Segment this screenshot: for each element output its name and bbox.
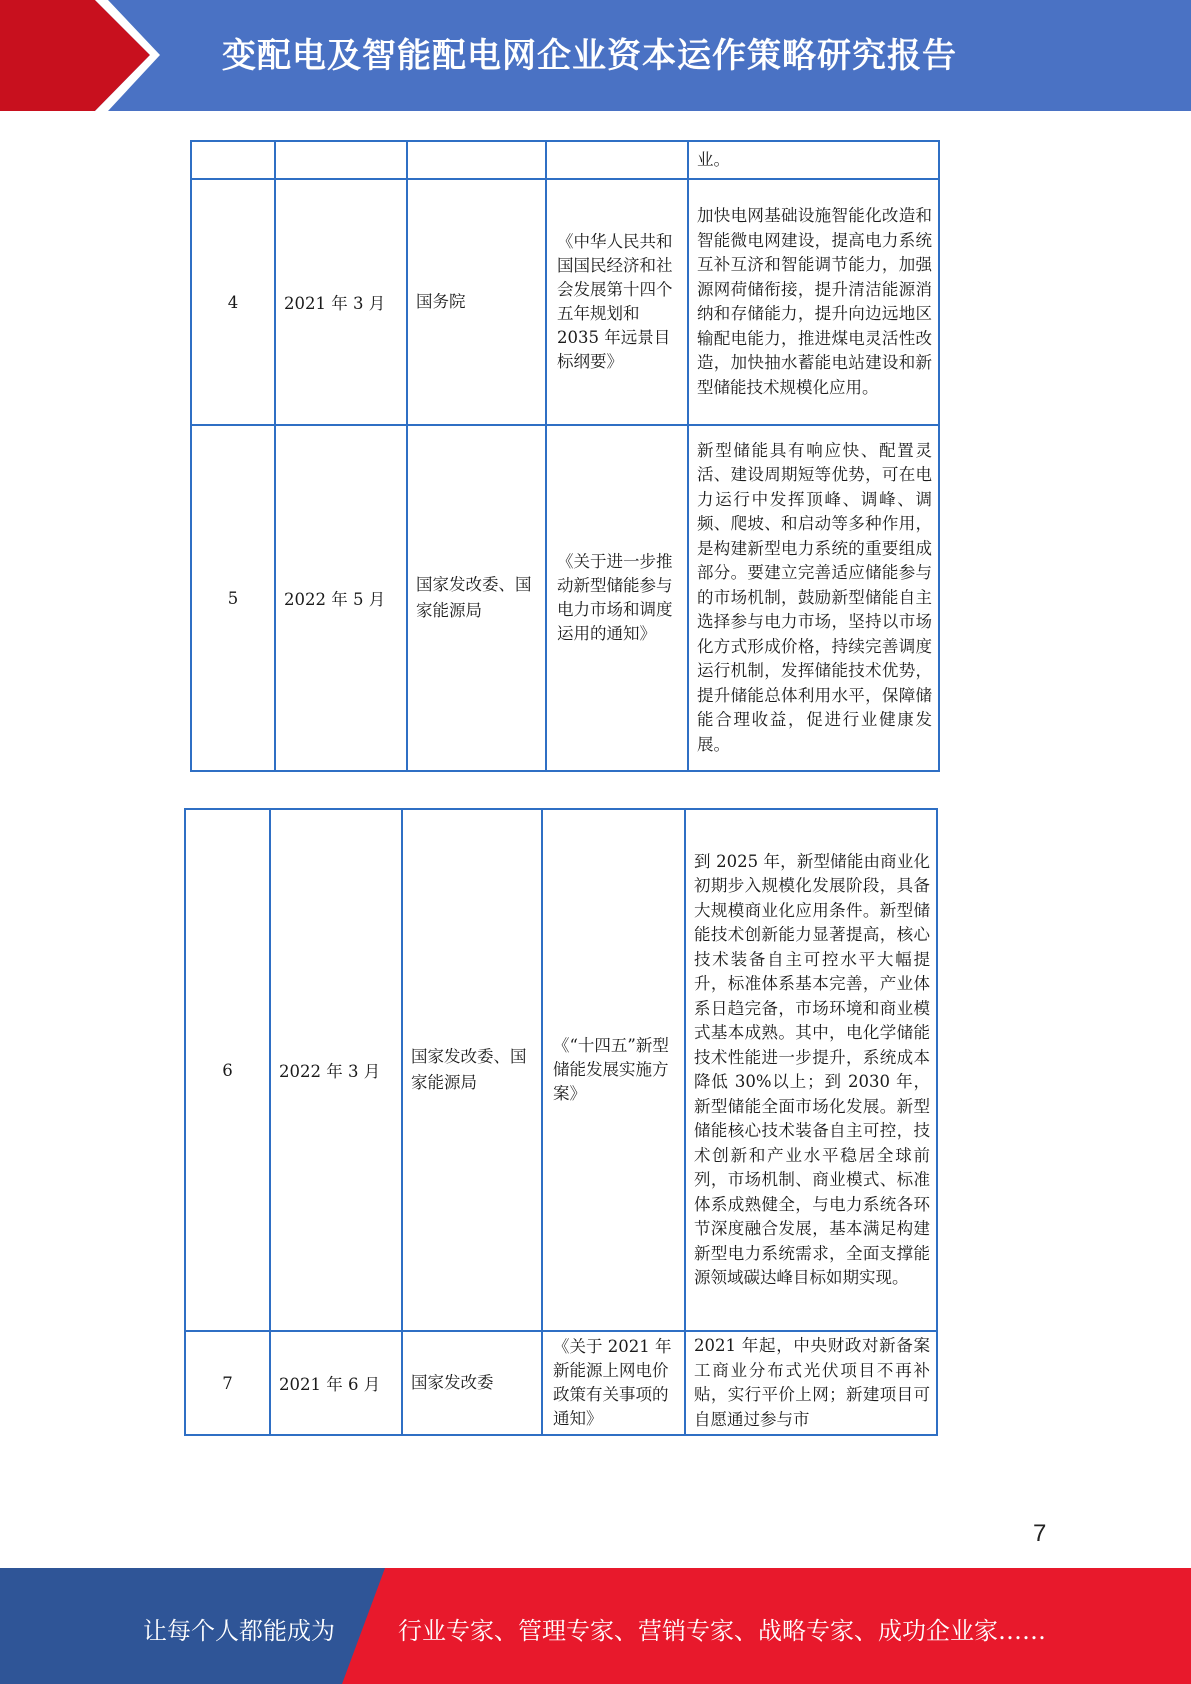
- cell-no: 7: [185, 1331, 270, 1435]
- policy-table-bottom: [184, 808, 938, 1436]
- cell-no: 4: [191, 179, 275, 425]
- cell-date: 2022 年 5 月: [275, 425, 407, 771]
- cell-date: 2021 年 6 月: [270, 1331, 402, 1435]
- cell-date: 2021 年 3 月: [275, 179, 407, 425]
- cell-department: 国家发改委、国家能源局: [407, 425, 546, 771]
- footer-slogan-right: 行业专家、管理专家、营销专家、战略专家、成功企业家……: [398, 1617, 1046, 1645]
- page-number: 7: [1033, 1520, 1047, 1547]
- table-row: [191, 141, 939, 179]
- table-row: [191, 425, 939, 771]
- policy-table-top: [190, 140, 940, 772]
- page-header: [0, 0, 1191, 111]
- cell-department: 国家发改委: [402, 1331, 542, 1435]
- table-row: [191, 179, 939, 425]
- cell-department: 国务院: [407, 179, 546, 425]
- cell-content: 2021 年起，中央财政对新备案工商业分布式光伏项目不再补贴，实行平价上网；新建项目可自愿通过参与市: [685, 1331, 937, 1435]
- cell-date: 2022 年 3 月: [270, 809, 402, 1331]
- cell-document: 《关于进一步推动新型储能参与电力市场和调度运用的通知》: [546, 425, 688, 771]
- cell-department: [407, 141, 546, 179]
- cell-document: [546, 141, 688, 179]
- cell-content: 加快电网基础设施智能化改造和智能微电网建设，提高电力系统互补互济和智能调节能力，加强源网荷储衔接，提升清洁能源消纳和存储能力，提升向边远地区输配电能力，推进煤电灵活性改造，加快抽水蓄能电站建设和新型储能技术规模化应用。: [688, 179, 939, 425]
- cell-date: [275, 141, 407, 179]
- cell-no: 5: [191, 425, 275, 771]
- table-row: [185, 1331, 937, 1435]
- header-red-arrow-graphic: [0, 0, 160, 111]
- footer-slogan-left: 让每个人都能成为: [143, 1617, 335, 1645]
- cell-content: 到 2025 年，新型储能由商业化初期步入规模化发展阶段，具备大规模商业化应用条件。新型储能技术创新能力显著提高，核心技术装备自主可控水平大幅提升，标准体系基本完善，产业体系日趋完备，市场环境和商业模式基本成熟。其中，电化学储能技术性能进一步提升，系统成本降低 30%以上；到 2030 年，新型储能全面市场化发展。新型储能核心技术装备自主可控，技术创新和产业水平稳居全球前列，市场机制、商业模式、标准体系成熟健全，与电力系统各环节深度融合发展，基本满足构建新型电力系统需求，全面支撑能源领域碳达峰目标如期实现。: [685, 809, 937, 1331]
- table-row: [185, 809, 937, 1331]
- cell-no: [191, 141, 275, 179]
- cell-no: 6: [185, 809, 270, 1331]
- cell-content: 新型储能具有响应快、配置灵活、建设周期短等优势，可在电力运行中发挥顶峰、调峰、调频、爬坡、和启动等多种作用，是构建新型电力系统的重要组成部分。要建立完善适应储能参与的市场机制，鼓励新型储能自主选择参与电力市场，坚持以市场化方式形成价格，持续完善调度运行机制，发挥储能技术优势，提升储能总体利用水平，保障储能合理收益，促进行业健康发展。: [688, 425, 939, 771]
- cell-content: 业。: [688, 141, 939, 179]
- cell-document: 《“十四五”新型储能发展实施方案》: [542, 809, 685, 1331]
- cell-department: 国家发改委、国家能源局: [402, 809, 542, 1331]
- cell-document: 《关于 2021 年新能源上网电价政策有关事项的通知》: [542, 1331, 685, 1435]
- report-title: 变配电及智能配电网企业资本运作策略研究报告: [222, 36, 957, 76]
- cell-document: 《中华人民共和国国民经济和社会发展第十四个五年规划和 2035 年远景目标纲要》: [546, 179, 688, 425]
- page-footer: [0, 1568, 1191, 1684]
